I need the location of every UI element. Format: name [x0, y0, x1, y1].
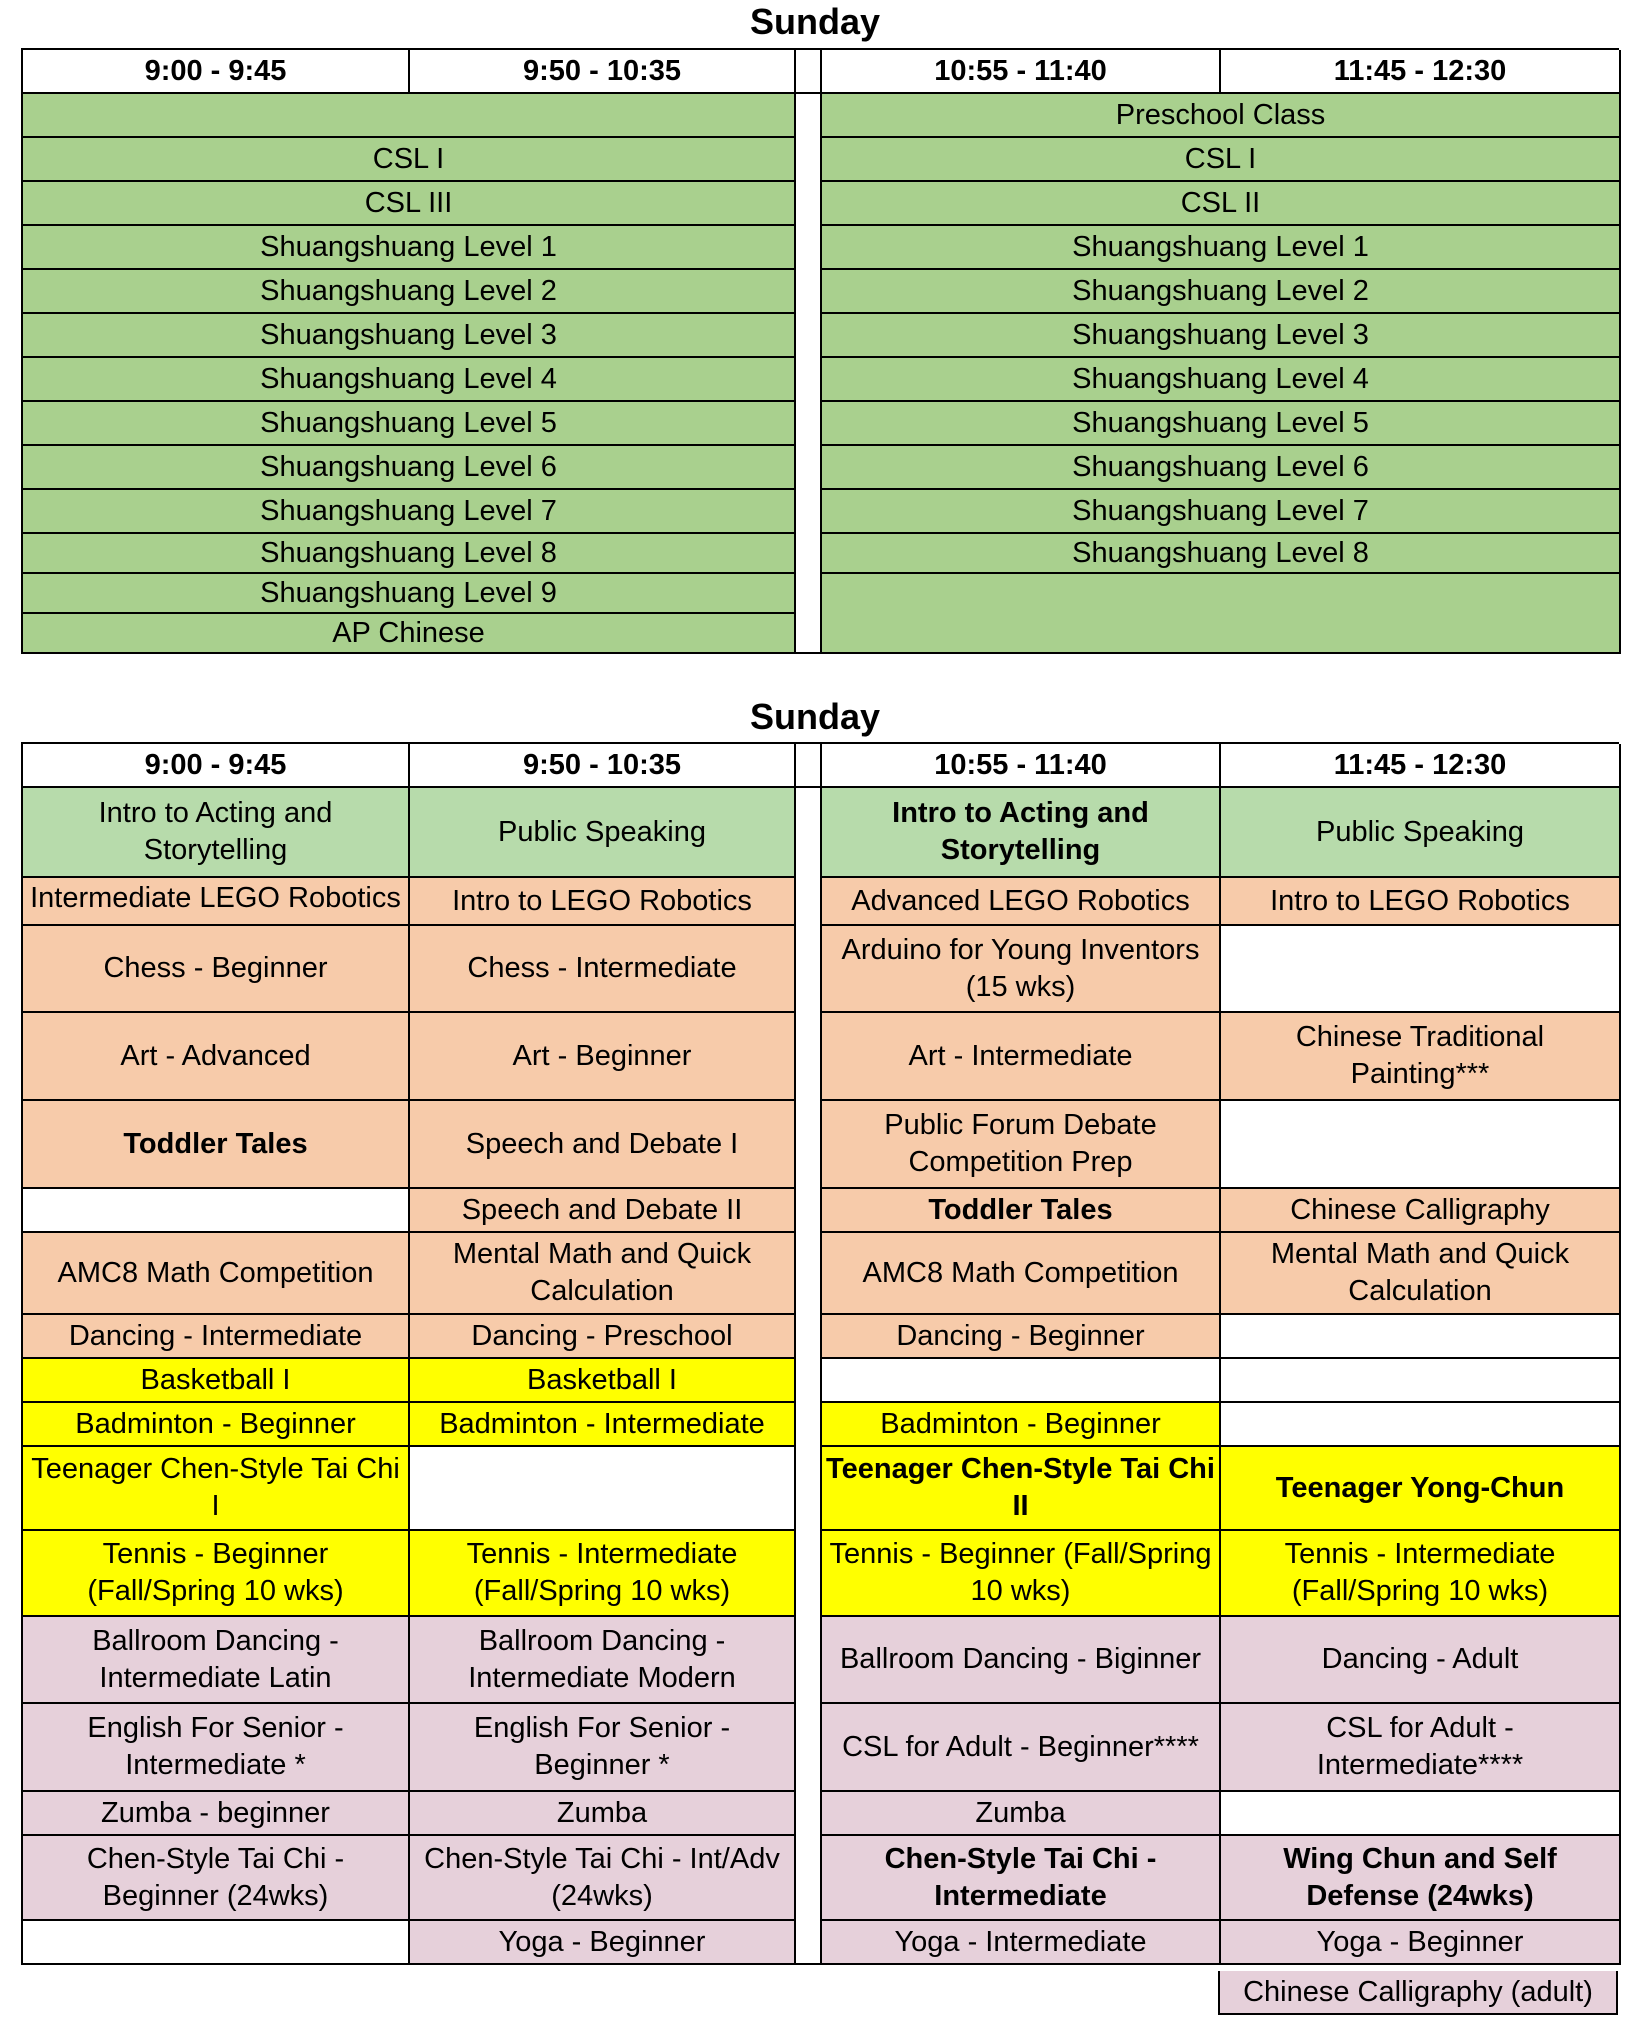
class-cell: Basketball I — [410, 1359, 796, 1403]
empty-cell — [23, 1921, 410, 1965]
schedule1-morning-cell: Shuangshuang Level 6 — [23, 446, 796, 490]
schedule1-late-cell: CSL I — [822, 138, 1621, 182]
schedule1-title: Sunday — [749, 1, 881, 42]
schedule1-morning-cell: CSL I — [23, 138, 796, 182]
class-cell: Badminton - Beginner — [23, 1403, 410, 1447]
empty-cell — [1221, 1792, 1621, 1836]
class-cell: Toddler Tales — [822, 1189, 1221, 1233]
class-cell: Dancing - Preschool — [410, 1315, 796, 1359]
schedule1-header-slot4: 11:45 - 12:30 — [1221, 50, 1621, 94]
class-cell: Mental Math and Quick Calculation — [1221, 1233, 1621, 1315]
class-cell: Ballroom Dancing - Intermediate Modern — [410, 1617, 796, 1704]
schedule1-table — [21, 48, 1619, 654]
schedule1-late-cell: Preschool Class — [822, 94, 1621, 138]
schedule1-morning-cell: CSL III — [23, 182, 796, 226]
class-cell: Yoga - Intermediate — [822, 1921, 1221, 1965]
schedule1-morning-cell: Shuangshuang Level 1 — [23, 226, 796, 270]
schedule1-morning-cell: Shuangshuang Level 8 — [23, 534, 796, 574]
schedule1-late-cell: CSL II — [822, 182, 1621, 226]
class-cell: Art - Beginner — [410, 1013, 796, 1101]
class-cell: Chess - Intermediate — [410, 926, 796, 1013]
schedule1-morning-cell — [23, 94, 796, 138]
class-cell: Chinese Calligraphy — [1221, 1189, 1621, 1233]
schedule1-header-slot2: 9:50 - 10:35 — [410, 50, 796, 94]
break-column — [796, 50, 822, 94]
schedule1-morning-cell: Shuangshuang Level 3 — [23, 314, 796, 358]
class-cell: Yoga - Beginner — [410, 1921, 796, 1965]
schedule1-late-cell: Shuangshuang Level 3 — [822, 314, 1621, 358]
schedule1-morning-cell: Shuangshuang Level 4 — [23, 358, 796, 402]
class-cell: Public Forum Debate Competition Prep — [822, 1101, 1221, 1189]
class-cell: CSL for Adult - Intermediate**** — [1221, 1704, 1621, 1792]
class-cell: Intro to Acting and Storytelling — [822, 788, 1221, 878]
schedule1-header-slot1: 9:00 - 9:45 — [23, 50, 410, 94]
class-cell: Ballroom Dancing - Intermediate Latin — [23, 1617, 410, 1704]
schedule2-header-slot2: 9:50 - 10:35 — [410, 744, 796, 788]
schedule1-late-cell — [822, 574, 1621, 654]
schedule1-morning-cell: Shuangshuang Level 7 — [23, 490, 796, 534]
class-cell: English For Senior - Beginner * — [410, 1704, 796, 1792]
class-cell: Teenager Chen-Style Tai Chi II — [822, 1447, 1221, 1531]
class-cell: Mental Math and Quick Calculation — [410, 1233, 796, 1315]
class-cell: Badminton - Intermediate — [410, 1403, 796, 1447]
empty-cell — [23, 1189, 410, 1233]
class-cell: Teenager Yong-Chun — [1221, 1447, 1621, 1531]
class-cell: English For Senior - Intermediate * — [23, 1704, 410, 1792]
class-cell: Chen-Style Tai Chi - Int/Adv (24wks) — [410, 1836, 796, 1921]
class-cell: Tennis - Intermediate (Fall/Spring 10 wks) — [410, 1531, 796, 1617]
class-cell: Intermediate LEGO Robotics — [23, 878, 410, 926]
class-cell: Art - Intermediate — [822, 1013, 1221, 1101]
class-cell: Chen-Style Tai Chi - Beginner (24wks) — [23, 1836, 410, 1921]
class-cell: Advanced LEGO Robotics — [822, 878, 1221, 926]
schedule2-table — [21, 742, 1619, 1965]
empty-cell — [822, 1359, 1221, 1403]
class-cell: Wing Chun and Self Defense (24wks) — [1221, 1836, 1621, 1921]
class-cell: Yoga - Beginner — [1221, 1921, 1621, 1965]
break-column — [796, 94, 822, 654]
schedule1-late-cell: Shuangshuang Level 5 — [822, 402, 1621, 446]
empty-cell — [1221, 1315, 1621, 1359]
break-column — [796, 744, 822, 788]
class-cell: Dancing - Adult — [1221, 1617, 1621, 1704]
schedule1-late-cell: Shuangshuang Level 8 — [822, 534, 1621, 574]
class-cell: Toddler Tales — [23, 1101, 410, 1189]
class-cell: Arduino for Young Inventors (15 wks) — [822, 926, 1221, 1013]
schedule2-title: Sunday — [749, 696, 881, 737]
class-cell: Teenager Chen-Style Tai Chi I — [23, 1447, 410, 1531]
class-cell: Art - Advanced — [23, 1013, 410, 1101]
empty-cell — [410, 1447, 796, 1531]
schedule1-late-cell: Shuangshuang Level 2 — [822, 270, 1621, 314]
class-cell: Badminton - Beginner — [822, 1403, 1221, 1447]
schedule1-morning-cell: Shuangshuang Level 9 — [23, 574, 796, 614]
class-cell: Intro to Acting and Storytelling — [23, 788, 410, 878]
class-cell: Intro to LEGO Robotics — [1221, 878, 1621, 926]
class-cell: Public Speaking — [410, 788, 796, 878]
schedule1-morning-cell: AP Chinese — [23, 614, 796, 654]
class-cell: AMC8 Math Competition — [23, 1233, 410, 1315]
class-cell: CSL for Adult - Beginner**** — [822, 1704, 1221, 1792]
class-cell: Public Speaking — [1221, 788, 1621, 878]
class-cell: Basketball I — [23, 1359, 410, 1403]
class-cell: Chess - Beginner — [23, 926, 410, 1013]
empty-cell — [1221, 1403, 1621, 1447]
class-cell-extra: Chinese Calligraphy (adult) — [1218, 1971, 1618, 2015]
class-cell: Speech and Debate I — [410, 1101, 796, 1189]
class-cell: Speech and Debate II — [410, 1189, 796, 1233]
class-cell: Zumba — [410, 1792, 796, 1836]
empty-cell — [1221, 1101, 1621, 1189]
schedule1-late-cell: Shuangshuang Level 7 — [822, 490, 1621, 534]
schedule2-header-slot3: 10:55 - 11:40 — [822, 744, 1221, 788]
schedule1-late-cell: Shuangshuang Level 1 — [822, 226, 1621, 270]
class-cell: Zumba — [822, 1792, 1221, 1836]
class-cell: Ballroom Dancing - Biginner — [822, 1617, 1221, 1704]
class-cell: AMC8 Math Competition — [822, 1233, 1221, 1315]
class-cell: Zumba - beginner — [23, 1792, 410, 1836]
schedule2-header-slot4: 11:45 - 12:30 — [1221, 744, 1621, 788]
schedule1-late-cell: Shuangshuang Level 4 — [822, 358, 1621, 402]
schedule1-late-cell: Shuangshuang Level 6 — [822, 446, 1621, 490]
schedule1-header-slot3: 10:55 - 11:40 — [822, 50, 1221, 94]
class-cell: Tennis - Beginner (Fall/Spring 10 wks) — [23, 1531, 410, 1617]
class-cell: Tennis - Beginner (Fall/Spring 10 wks) — [822, 1531, 1221, 1617]
schedule1-morning-cell: Shuangshuang Level 5 — [23, 402, 796, 446]
empty-cell — [1221, 1359, 1621, 1403]
class-cell: Dancing - Beginner — [822, 1315, 1221, 1359]
class-cell: Intro to LEGO Robotics — [410, 878, 796, 926]
schedule2-header-slot1: 9:00 - 9:45 — [23, 744, 410, 788]
class-cell: Tennis - Intermediate (Fall/Spring 10 wks) — [1221, 1531, 1621, 1617]
empty-cell — [1221, 926, 1621, 1013]
class-cell: Chinese Traditional Painting*** — [1221, 1013, 1621, 1101]
class-cell: Dancing - Intermediate — [23, 1315, 410, 1359]
schedule1-morning-cell: Shuangshuang Level 2 — [23, 270, 796, 314]
class-cell: Chen-Style Tai Chi - Intermediate — [822, 1836, 1221, 1921]
break-column — [796, 788, 822, 1965]
